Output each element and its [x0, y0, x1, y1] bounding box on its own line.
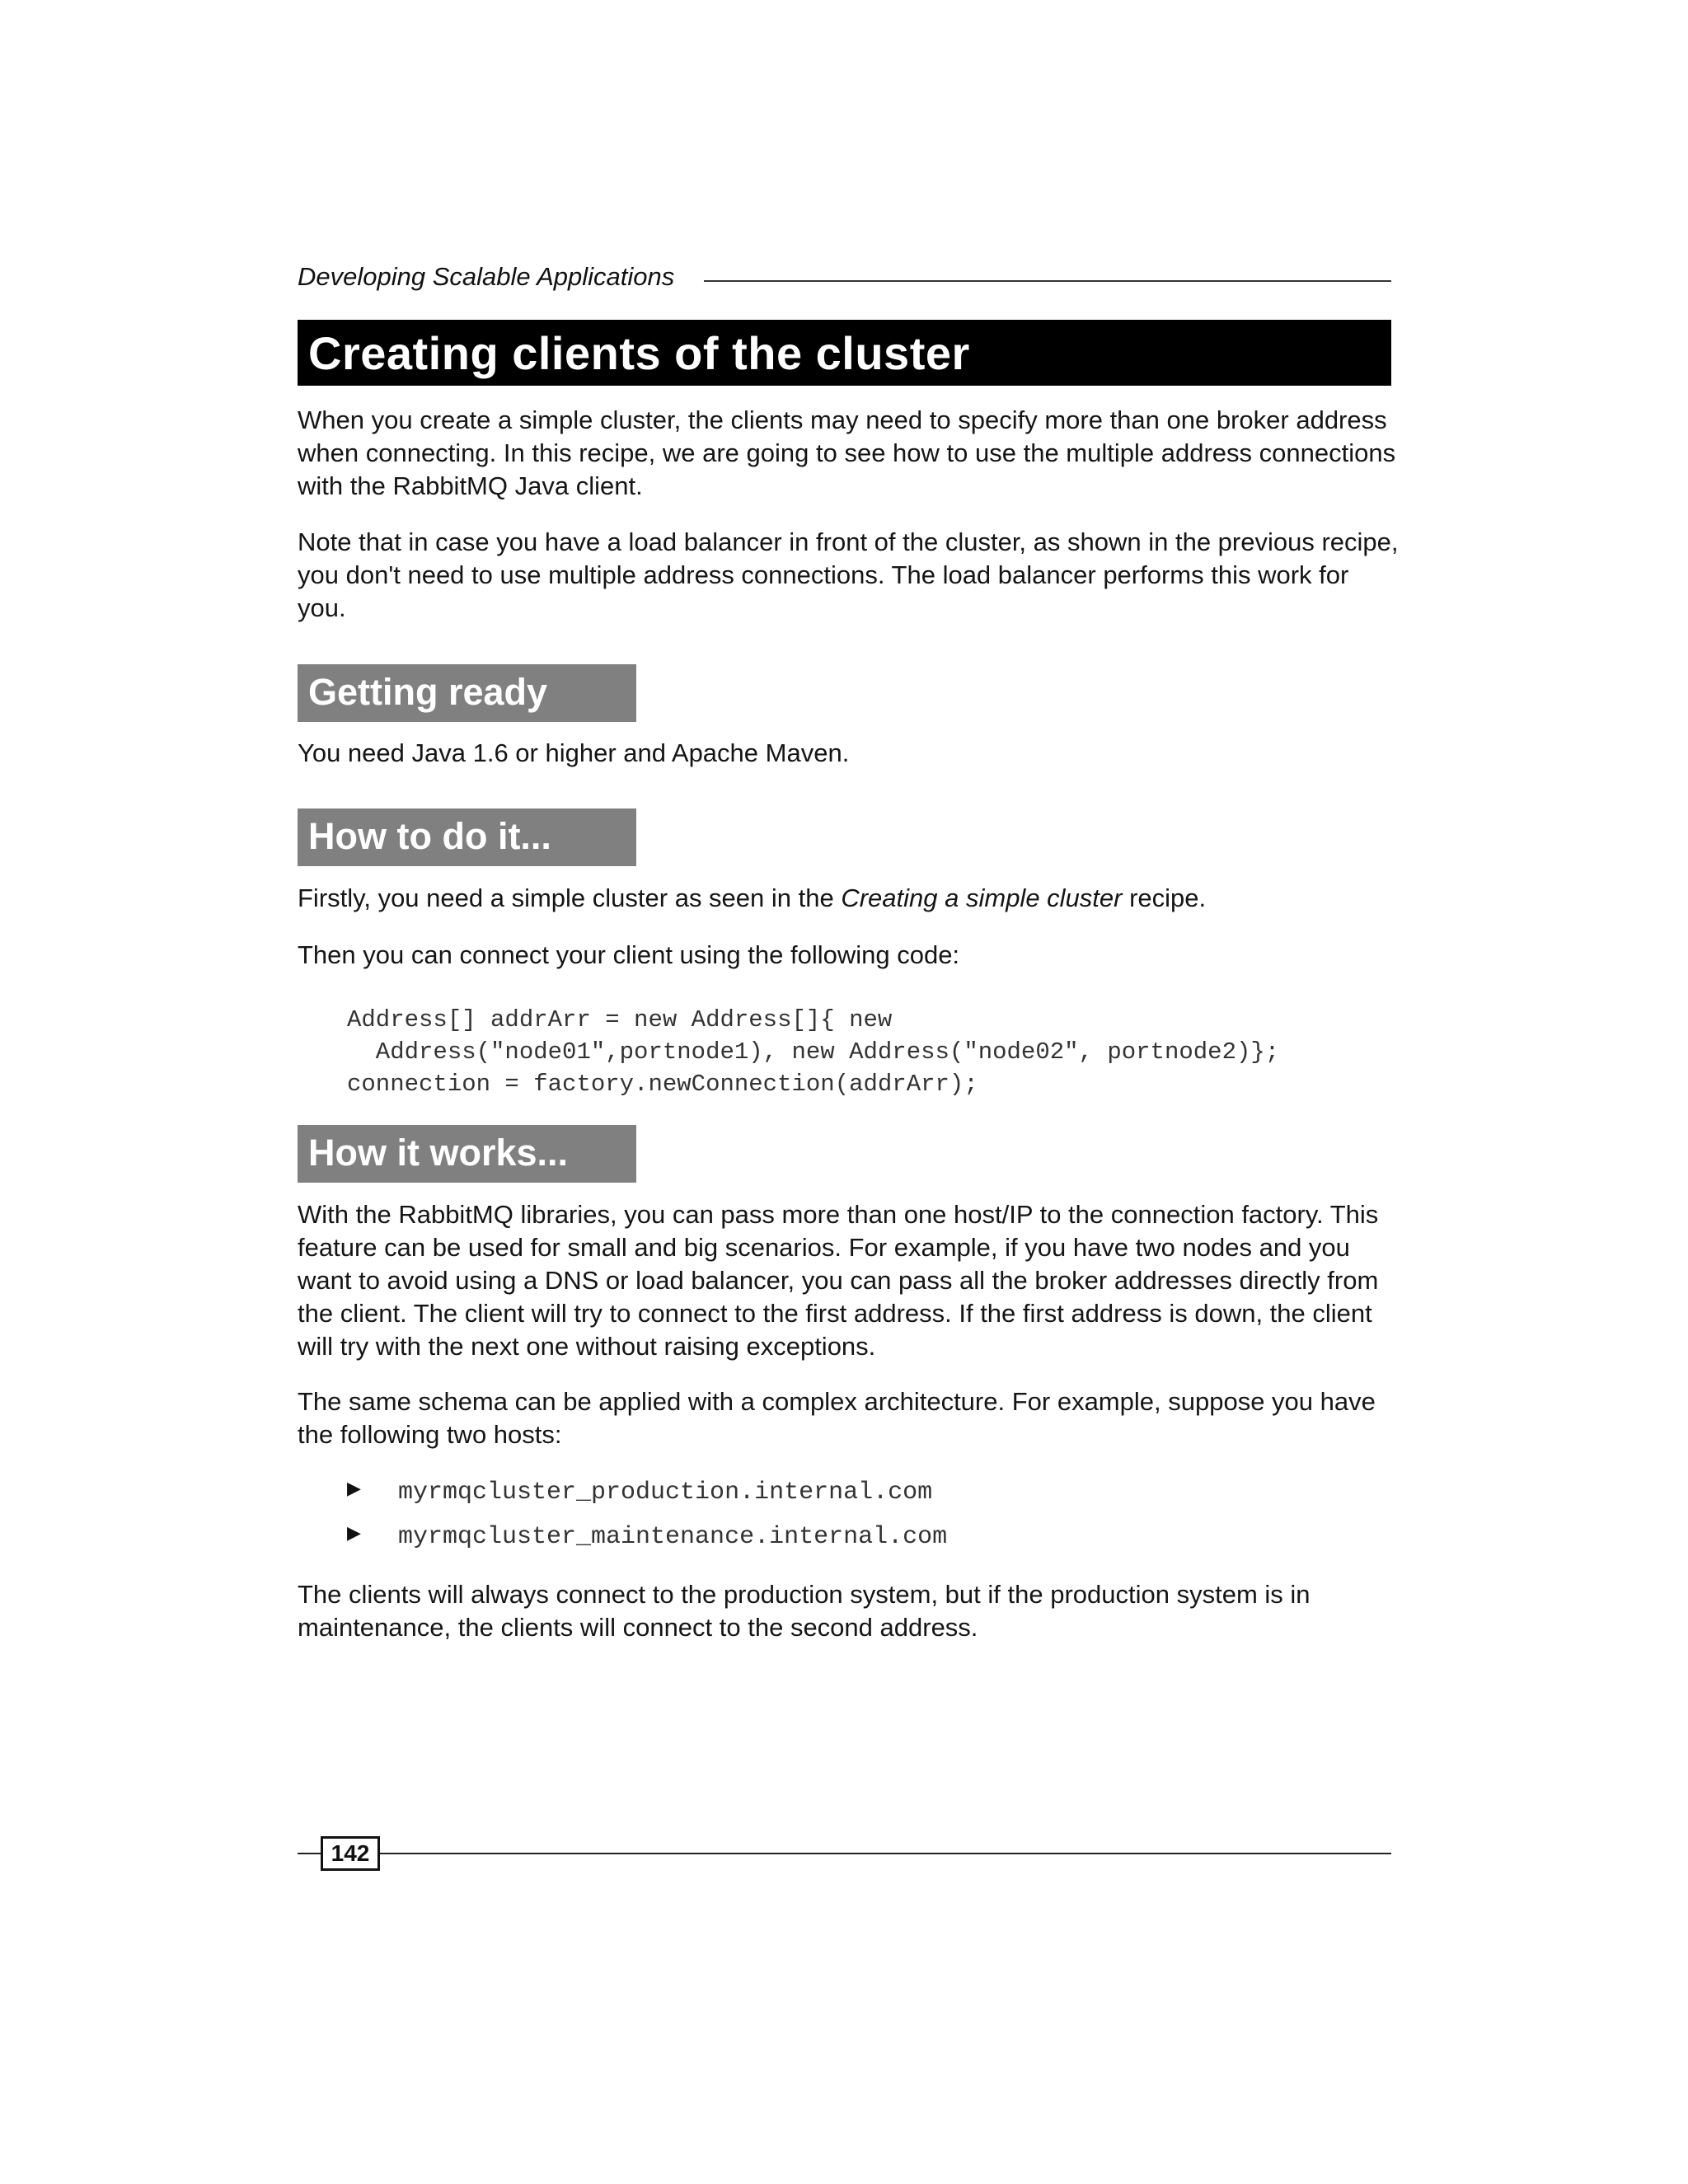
bullet-arrow-icon: ▶ [347, 1522, 361, 1543]
how-it-works-paragraph-1: With the RabbitMQ libraries, you can pass more than one host/IP to the connection factory. This feature can be used for small and big scenarios. For example, if you have two nodes and you want to avoid using a DNS or load balancer, you can pass all the broker addresses directly from the client. The client will try to connect to the first address. If the first address is down, the client will try with the next one without raising exceptions. [298, 1200, 1379, 1361]
how-to-paragraph-2: Then you can connect your client using the following code: [298, 940, 960, 969]
how-it-works-paragraph-3: The clients will always connect to the production system, but if the production system is in maintenance, the clients will connect to the second address. [298, 1580, 1311, 1642]
intro-paragraph-2: Note that in case you have a load balancer in front of the cluster, as shown in the previous recipe, you don't need to use multiple address connections. The load balancer performs this work for you. [298, 527, 1399, 622]
page-number: 142 [321, 1836, 380, 1871]
recipe-title: Creating clients of the cluster [298, 320, 1391, 386]
running-header [298, 262, 1391, 298]
how-to-p1-after: recipe. [1122, 883, 1207, 912]
footer-rule [298, 1853, 1391, 1854]
recipe-reference: Creating a simple cluster [841, 883, 1123, 912]
how-to-p1-before: Firstly, you need a simple cluster as seen in the [298, 883, 842, 912]
page-footer [298, 1836, 1391, 1869]
getting-ready-heading: Getting ready [298, 664, 636, 722]
running-header-title: Developing Scalable Applications [298, 262, 692, 292]
bullet-arrow-icon: ▶ [347, 1478, 361, 1498]
how-it-works-heading: How it works... [298, 1125, 636, 1183]
code-block: Address[] addrArr = new Address[]{ new Address("node01",portnode1), new Address("node02", portnode2)}; connection = factory.newConnection(addrArr); [347, 1006, 1280, 1098]
host-name: myrmqcluster_production.internal.com [398, 1479, 933, 1507]
how-to-heading: How to do it... [298, 808, 636, 866]
host-name: myrmqcluster_maintenance.internal.com [398, 1523, 948, 1551]
header-rule [704, 280, 1391, 282]
getting-ready-text: You need Java 1.6 or higher and Apache Maven. [298, 738, 850, 767]
how-to-paragraph-1 [298, 882, 1402, 915]
intro-paragraph-1: When you create a simple cluster, the clients may need to specify more than one broker address when connecting. In this recipe, we are going to see how to use the multiple address connections with the RabbitMQ Java client. [298, 405, 1396, 500]
how-it-works-paragraph-2: The same schema can be applied with a complex architecture. For example, suppose you have the following two hosts: [298, 1387, 1376, 1449]
